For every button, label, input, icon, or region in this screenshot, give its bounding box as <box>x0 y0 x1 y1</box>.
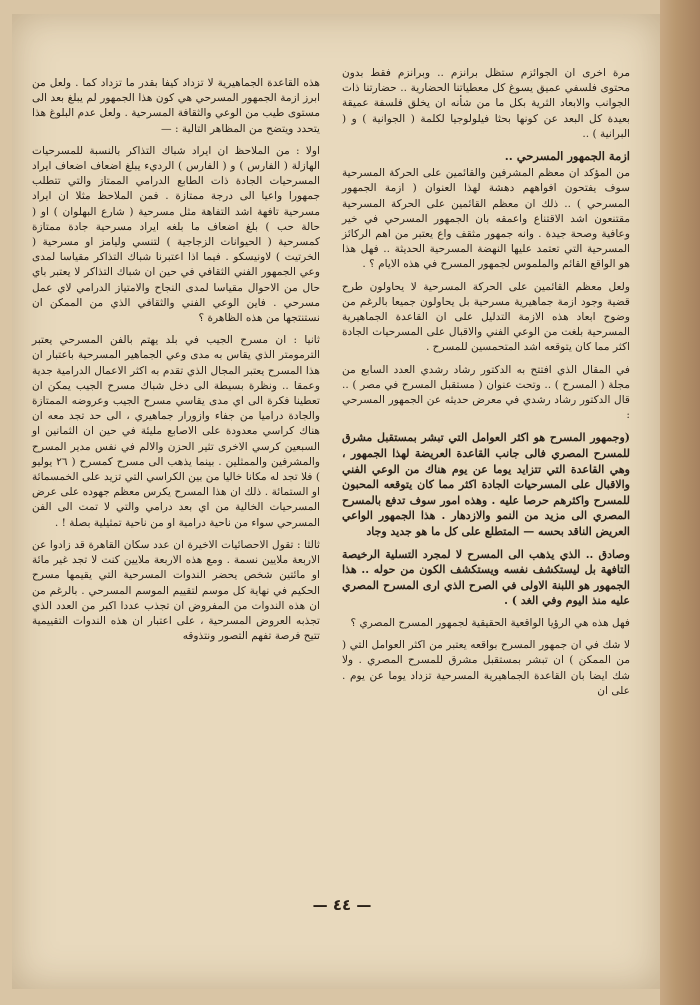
point-one: اولا : من الملاحظ ان ايراد شباك التذاكر بالنسبة للمسرحيات الهازلة ( الفارس ) و ( الفارس ) الرديء يبلغ اضعاف اضعاف ايراد المسرحيات الجادة ذات الطابع الدرامي الممتاز والتي تتطلب جمهورا واعيا الى درجة ممتازة . فمن الملاحظ مثلا ان ايراد مسرحية تافهة اشد التفاهة مثل مسرحية ( شارع البهلوان ) او ( حالة حب ) بلغ اضعاف ما بلغه ايراد مسرحية جادة ممتازة كمسرحية ( الحيوانات الزجاجية ) لتنسي وليامز او مسرحية ( الخرتيت ) لاونيسكو . فيما اذا اعتبرنا شباك التذاكر مقياسا لمدى وعي الجمهور الفني الثقافي في حين ان شباك التذاكر لا يعتبر باي حال من الاحوال مقياسا لمدى النجاح والامتياز الدرامي لاي عمل مسرحي . فاين الوعي الفني والثقافي الذي من الممكن ان نستنتجها من هذه الظاهرة ؟ <box>32 144 320 325</box>
right-column <box>342 66 630 706</box>
intro-paragraph: هذه القاعدة الجماهيرية لا تزداد كيفا بقدر ما تزداد كما . ولعل من ابرز ازمة الجمهور المسرحي هي كون هذا الجمهور لم يبلغ بعد الى مستوى طيب من الوعي والثقافة المسرحية . ولعل عدم البلوغ هذا يتحدد ويتضح من المظاهر التالية : — <box>32 77 320 135</box>
quote-block: وصادق .. الذي يذهب الى المسرح لا لمجرد التسلية الرخيصة التافهة بل ليستكشف نفسه ويستكشف الكون من حوله .. هذا الجمهور هو اللبنة الاولى في الصرح الذي ارى المسرح المصري عليه منذ اليوم وفي الغد ) . <box>342 547 630 608</box>
quote-block: (وجمهور المسرح هو اكثر العوامل التي تبشر بمستقبل مشرق للمسرح المصري فالى جانب القاعدة العريضة لهذا الجمهور ، وهي القاعدة التي تتزايد يوما عن يوم هناك من الوعي الفني والاقبال على المسرحيات الجادة اكثر مما كان يتوقعه المحبون للمسرح واكثرهم حرصا عليه . وهذه امور سوف تدفع بالمسرح المصري الى مزيد من النمو والازدهار . هذا الجمهور الواعي العريض الناقد بحسه — المتطلع على كل ما هو جديد وجاد <box>342 431 630 539</box>
point-two: ثانيا : ان مسرح الجيب في بلد يهتم بالفن المسرحي يعتبر الترمومتر الذي يقاس به مدى وعي الجماهير المسرحية باعتبار ان هذا المسرح يعتبر المجال الذي تقدم به اكثر الاعمال الدرامية جدية وعمقا .. ونظرة بسيطة الى دخل شباك مسرح الجيب يمكن ان تعطينا فكرة الى اي مدى يقاسي مسرح الجيب وعروضه الممتازة والجادة دراميا من جفاء وازورار جماهيري ، الى حد تجد معه ان هناك كراسي معدودة على الاصابع مليئة في حين ان الثمانين او السبعين كرسي الاخرى تثير الحزن والالم في نفس مدير المسرح والمشرفين والممثلين . بينما يذهب الى مسرح كمسرح ( ٢٦ يوليو ) فلا تجد له مكانا خاليا من بين الكراسي التي تزيد على الخمسمائة او الستمائة . ذلك ان هذا المسرح يكرس معظم جهوده على عرض المسرحيات الخالية من اي بعد درامي والتي لا تمت الى الفن المسرحي سواء من ناحية درامية او من ناحية تمثيلية بصلة ! . <box>32 334 320 529</box>
left-column <box>32 76 320 651</box>
point-three: ثالثا : تقول الاحصائيات الاخيرة ان عدد سكان القاهرة قد زادوا عن الاربعة ملايين نسمة . ومع هذه الاربعة ملايين كنت لا تجد غير مائة او مائتين شخص يحضر الندوات المسرحية التي يقيمها مسرح الحكيم في نهاية كل موسم لتقييم الموسم المسرحي . بالرغم من ان هذه الندوات من المفروض ان تجذب عددا اكبر من العدد الذي تجذبه العروض المسرحية ، على اعتبار ان هذه الندوات التقييمية تتيح فرصة تفهم التصور ونتذوقه <box>32 538 320 643</box>
paragraph: في المقال الذي افتتح به الدكتور رشاد رشدي العدد السابع من مجلة ( المسرح ) .. وتحت عنوان ( مستقبل المسرح في مصر ) .. قال الدكتور رشاد رشدي في معرض حديثه عن الجمهور المسرحي : <box>342 363 630 422</box>
book-binding-edge <box>660 0 700 1005</box>
section-heading: ازمة الجمهور المسرحي .. <box>504 149 630 164</box>
paragraph: لا شك في ان جمهور المسرح بواقعه يعتبر من اكثر العوامل التي ( من الممكن ) ان تبشر بمستقبل مشرق للمسرح المصري . ولا شك ايضا بان القاعدة الجماهيرية المسرحية تزداد يوما عن يوم . على ان <box>342 639 630 697</box>
page-number: — ٤٤ — <box>312 896 372 914</box>
intro-paragraph: مرة اخرى ان الجوائزم ستظل برانزم .. وبرانزم فقط بدون محتوى فلسفي عميق يسوغ كل معطياتنا الحضارية .. حضارتنا ذات الجوانب والابعاد الثرية بكل ما من شأنه ان يخلق فلسفة عميقة بعيدة كل البعد عن كونها بحثا فيلولوجيا لكلمة ( الجوانية ) و ( البرانية ) .. <box>342 67 630 140</box>
magazine-page <box>12 14 660 989</box>
paragraph: فهل هذه هي الرؤيا الواقعية الحقيقية لجمهور المسرح المصري ؟ <box>350 617 630 629</box>
paragraph: ولعل معظم القائمين على الحركة المسرحية لا يحاولون طرح قضية وجود ازمة جماهيرية مسرحية بل يحاولون جميعا بالرغم من وضوح ابعاد هذه الازمة التدليل على ان القاعدة الجماهيرية المسرحية بلغت من الوعي الفني والاقبال على المسرحيات الجادة اكثر مما كان يتوقعه اشد المتحمسين للمسرح . <box>342 280 630 354</box>
paragraph: من المؤكد ان معظم المشرفين والقائمين على الحركة المسرحية سوف يفتحون افواههم دهشة لهذا العنوان ( ازمة الجمهور المسرحي ) .. ذلك ان معظم القائمين على الحركة المسرحية مقتنعون اشد الاقتناع واعمقه بان الجمهور المسرحي في خير وعافية وصحة جيدة . وانه جمهور مثقف واع يعتبر من اهم الركائز المسرحية التي تعتمد عليها النهضة المسرحية الحديثة .. فهل هذا هو الواقع القائم والملموس لجمهور المسرح في هذه الايام ؟ . <box>342 167 630 271</box>
